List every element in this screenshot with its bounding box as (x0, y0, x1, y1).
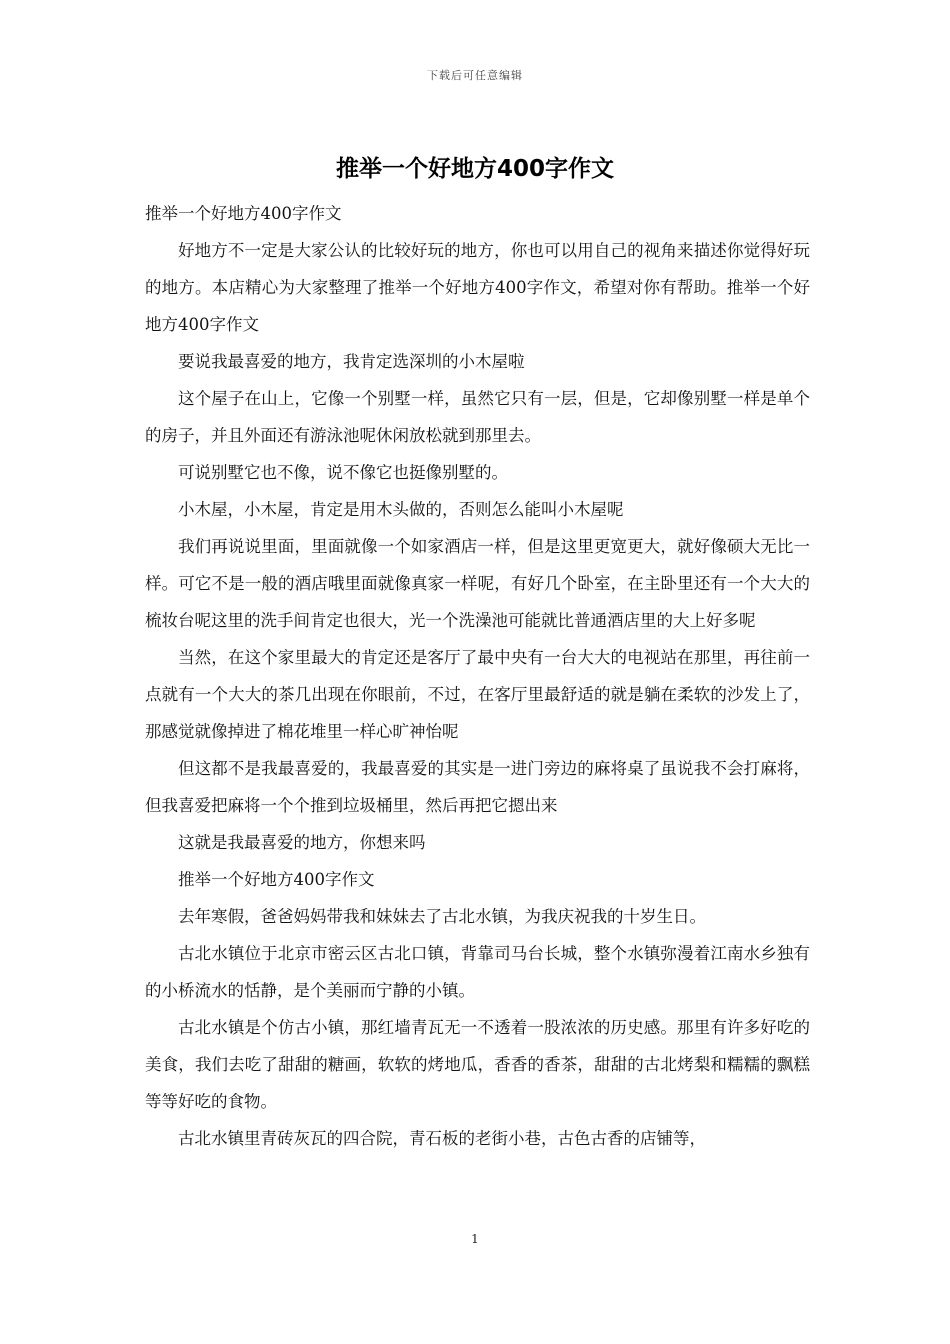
paragraph: 好地方不一定是大家公认的比较好玩的地方，你也可以用自己的视角来描述你觉得好玩的地方。本店精心为大家整理了推举一个好地方400字作文，希望对你有帮助。推举一个好地方400字作文 (145, 241, 810, 334)
paragraph: 古北水镇里青砖灰瓦的四合院，青石板的老街小巷，古色古香的店铺等， (178, 1129, 706, 1148)
paragraph: 去年寒假，爸爸妈妈带我和妹妹去了古北水镇，为我庆祝我的十岁生日。 (178, 907, 706, 926)
paragraph: 我们再说说里面，里面就像一个如家酒店一样，但是这里更宽更大，就好像硕大无比一样。可它不是一般的酒店哦里面就像真家一样呢，有好几个卧室，在主卧里还有一个大大的梳妆台呢这里的洗手间肯定也很大，光一个洗澡池可能就比普通酒店里的大上好多呢 (145, 537, 810, 630)
paragraph: 古北水镇位于北京市密云区古北口镇，背靠司马台长城，整个水镇弥漫着江南水乡独有的小桥流水的恬静，是个美丽而宁静的小镇。 (145, 944, 810, 1000)
document-title: 推举一个好地方400字作文 (335, 156, 614, 182)
paragraph: 小木屋，小木屋，肯定是用木头做的，否则怎么能叫小木屋呢 (178, 500, 624, 519)
paragraph: 推举一个好地方400字作文 (145, 204, 342, 223)
paragraph: 古北水镇是个仿古小镇，那红墙青瓦无一不透着一股浓浓的历史感。那里有许多好吃的美食，我们去吃了甜甜的糖画，软软的烤地瓜，香香的香茶，甜甜的古北烤梨和糯糯的飘糕等等好吃的食物。 (145, 1018, 810, 1111)
paragraph: 可说别墅它也不像，说不像它也挺像别墅的。 (178, 463, 508, 482)
document-body (145, 195, 810, 1157)
paragraph: 当然，在这个家里最大的肯定还是客厅了最中央有一台大大的电视站在那里，再往前一点就有一个大大的茶几出现在你眼前，不过，在客厅里最舒适的就是躺在柔软的沙发上了，那感觉就像掉进了棉花堆里一样心旷神怡呢 (145, 648, 810, 741)
paragraph: 这个屋子在山上，它像一个别墅一样，虽然它只有一层，但是，它却像别墅一样是单个的房子，并且外面还有游泳池呢休闲放松就到那里去。 (145, 389, 810, 445)
paragraph: 但这都不是我最喜爱的，我最喜爱的其实是一进门旁边的麻将桌了虽说我不会打麻将，但我喜爱把麻将一个个推到垃圾桶里，然后再把它摁出来 (145, 759, 810, 815)
paragraph: 这就是我最喜爱的地方，你想来吗 (178, 833, 426, 852)
page-number: 1 (471, 1232, 479, 1246)
paragraph: 要说我最喜爱的地方，我肯定选深圳的小木屋啦 (178, 352, 525, 371)
header-note: 下载后可任意编辑 (427, 69, 523, 82)
paragraph: 推举一个好地方400字作文 (178, 870, 375, 889)
